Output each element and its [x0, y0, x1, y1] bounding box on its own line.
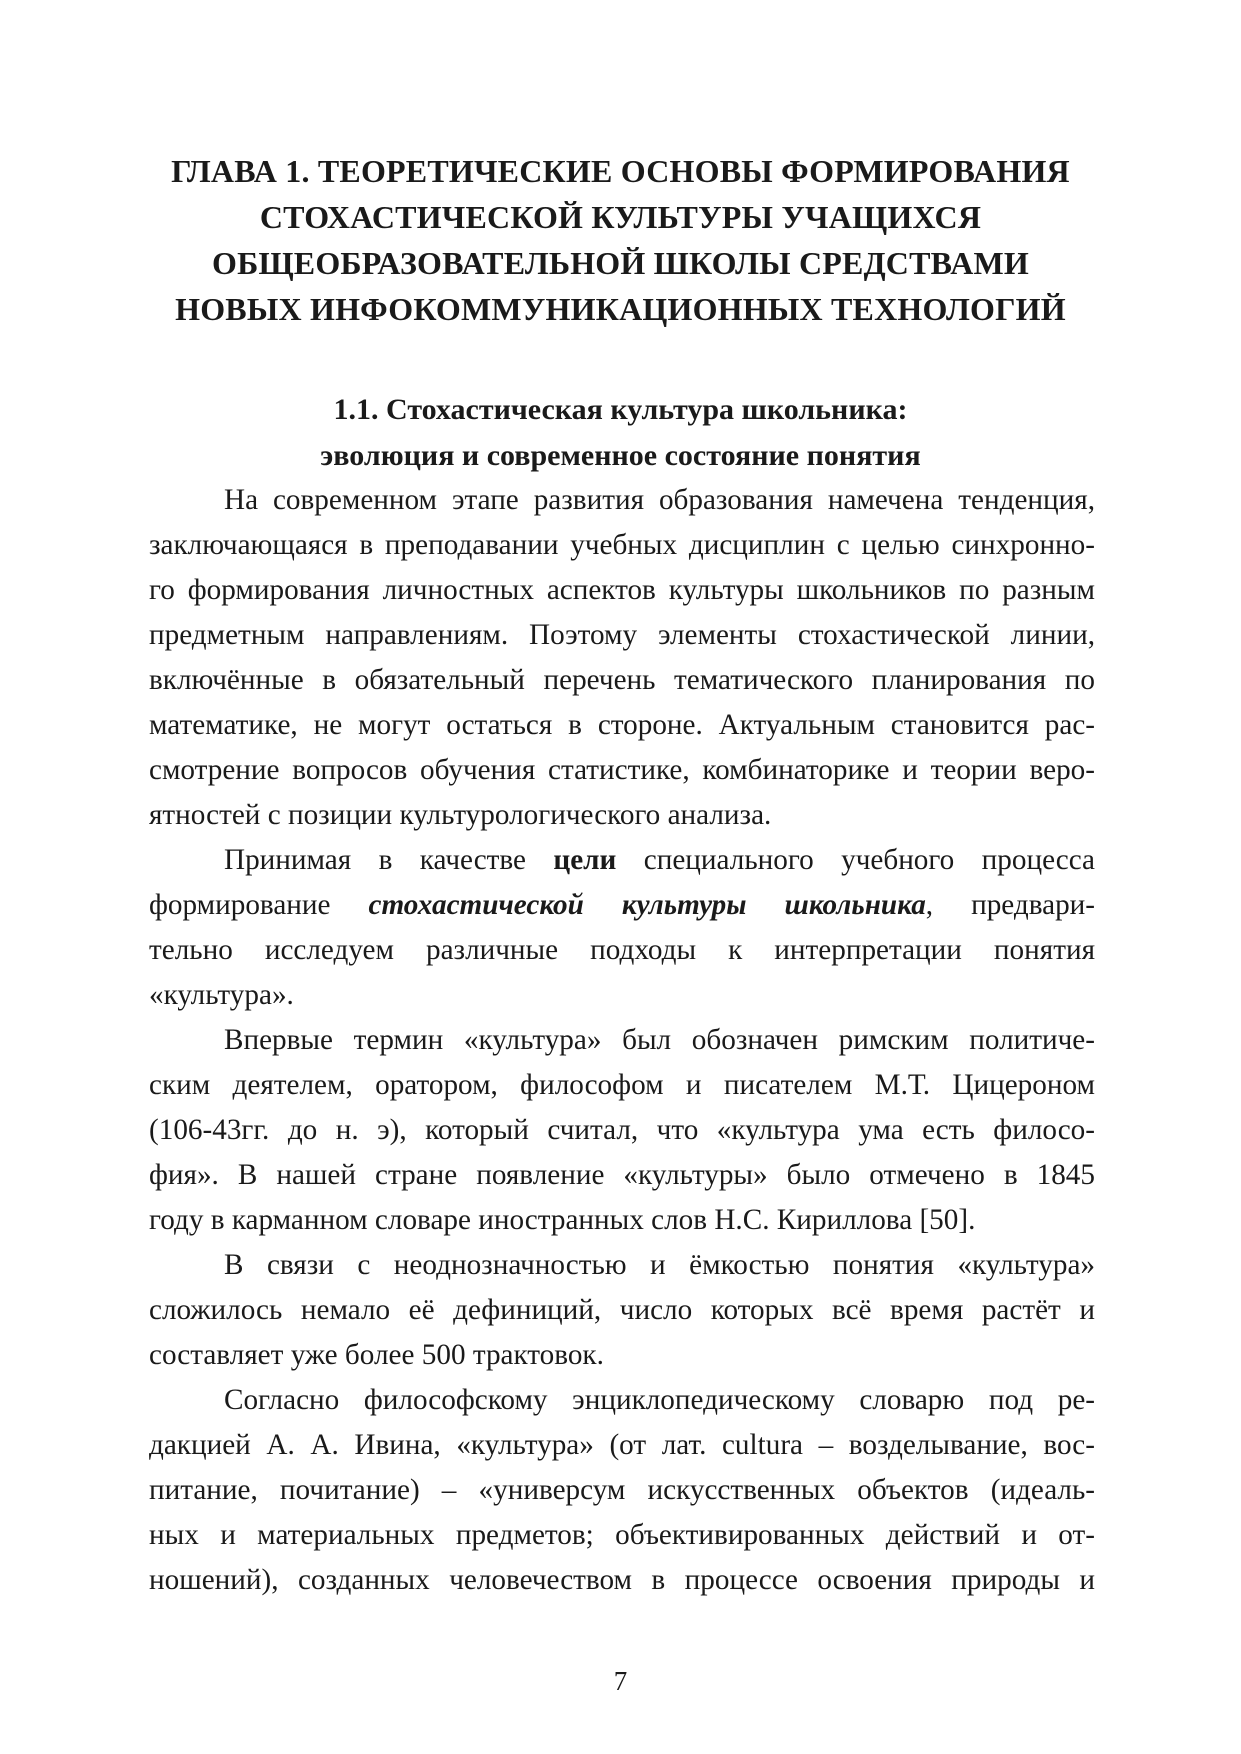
text-run: формирование	[149, 889, 369, 921]
text-line: дакцией А. А. Ивина, «культура» (от лат. cultura – возделывание, вос-	[149, 1429, 1095, 1461]
section-title-line: эволюция и современное состояние понятия	[320, 439, 921, 472]
text-line	[149, 838, 1095, 883]
chapter-title-line: СТОХАСТИЧЕСКОЙ КУЛЬТУРЫ УЧАЩИХСЯ	[259, 199, 982, 235]
body-text	[149, 478, 1095, 1603]
text-line: Впервые термин «культура» был обозначен римским политиче-	[224, 1024, 1095, 1056]
text-line: ятностей с позиции культурологического анализа.	[149, 799, 772, 831]
page-number: 7	[613, 1666, 628, 1696]
section-title	[130, 387, 1111, 479]
text-line: сложилось немало её дефиниций, число которых всё время растёт и	[149, 1294, 1095, 1326]
paragraph-4	[149, 1243, 1095, 1378]
text-line: предметным направлениям. Поэтому элементы стохастической линии,	[149, 619, 1095, 651]
text-line: математике, не могут остаться в стороне. Актуальным становится рас-	[149, 709, 1095, 741]
text-line: ных и материальных предметов; объективированных действий и от-	[149, 1519, 1095, 1551]
paragraph-3	[149, 1018, 1095, 1243]
text-line: «культура».	[149, 979, 294, 1011]
text-line: включённые в обязательный перечень тематического планирования по	[149, 664, 1095, 696]
section-title-line: 1.1. Стохастическая культура школьника:	[333, 393, 908, 426]
text-line: В связи с неоднозначностью и ёмкостью понятия «культура»	[224, 1249, 1095, 1281]
text-run: специального учебного процесса	[616, 844, 1095, 876]
paragraph-2	[149, 838, 1095, 1018]
text-run: Принимая в качестве	[224, 844, 554, 876]
paragraph-5	[149, 1378, 1095, 1603]
chapter-title-line: НОВЫХ ИНФОКОММУНИКАЦИОННЫХ ТЕХНОЛОГИЙ	[175, 291, 1066, 327]
chapter-title-line: ГЛАВА 1. ТЕОРЕТИЧЕСКИЕ ОСНОВЫ ФОРМИРОВАНИЯ	[171, 153, 1070, 189]
emphasis-goal: цели	[553, 844, 617, 876]
text-line: го формирования личностных аспектов культуры школьников по разным	[149, 574, 1095, 606]
chapter-title	[130, 148, 1111, 332]
text-line: ским деятелем, оратором, философом и писателем М.Т. Цицероном	[149, 1069, 1095, 1101]
paragraph-1	[149, 478, 1095, 838]
text-line: (106-43гг. до н. э), который считал, что «культура ума есть филосо-	[149, 1114, 1095, 1146]
text-line: составляет уже более 500 трактовок.	[149, 1339, 604, 1371]
text-line: заключающаяся в преподавании учебных дисциплин с целью синхронно-	[149, 529, 1095, 561]
text-run: , предвари-	[925, 889, 1095, 921]
text-line: тельно исследуем различные подходы к интерпретации понятия	[149, 934, 1095, 966]
text-line: Согласно философскому энциклопедическому словарю под ре-	[224, 1384, 1095, 1416]
text-line: На современном этапе развития образования намечена тенденция,	[224, 484, 1095, 516]
text-line: питание, почитание) – «универсум искусственных объектов (идеаль-	[149, 1474, 1095, 1506]
text-line: ношений), созданных человечеством в процессе освоения природы и	[149, 1564, 1095, 1596]
emphasis-stochastic-culture: стохастической культуры школьника	[368, 889, 926, 921]
text-line: фия». В нашей стране появление «культуры» было отмечено в 1845	[149, 1159, 1095, 1191]
text-line	[149, 883, 1095, 928]
chapter-title-line: ОБЩЕОБРАЗОВАТЕЛЬНОЙ ШКОЛЫ СРЕДСТВАМИ	[212, 245, 1029, 281]
text-line: году в карманном словаре иностранных слов Н.С. Кириллова [50].	[149, 1204, 976, 1236]
text-line: смотрение вопросов обучения статистике, комбинаторике и теории веро-	[149, 754, 1095, 786]
